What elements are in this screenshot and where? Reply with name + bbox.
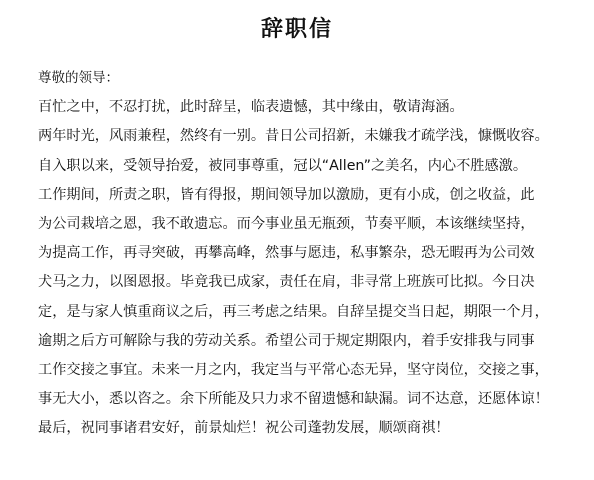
body-line-5: 为公司栽培之恩，我不敢遗忘。而今事业虽无瓶颈，节奏平顺，本该继续坚持，	[38, 215, 535, 232]
body-line-8: 定，是与家人慎重商议之后，再三考虑之结果。自辞呈提交当日起，期限一个月，	[38, 303, 549, 320]
closing-line: 最后，祝同事诸君安好，前景灿烂！祝公司蓬勃发展，顺颂商祺！	[38, 420, 450, 437]
body-line-6: 为提高工作，再寻突破，再攀高峰，然事与愿违，私事繁杂，恐无暇再为公司效	[38, 245, 535, 262]
body-line-1: 百忙之中，不忍打扰，此时辞呈，临表遗憾，其中缘由，敬请海涵。	[38, 99, 464, 116]
body-line-3: 自入职以来，受领导抬爱，被同事尊重，冠以“Allen”之美名，内心不胜感激。	[38, 157, 528, 174]
body-line-4: 工作期间，所责之职，皆有得报，期间领导加以激励，更有小成，创之收益，此	[38, 186, 535, 203]
body-line-2: 两年时光，风雨兼程，然终有一别。昔日公司招新，未嫌我才疏学浅，慷慨收容。	[38, 128, 549, 145]
document-title: 辞职信	[260, 16, 333, 42]
letter-body	[38, 64, 586, 443]
body-line-9: 逾期之后方可解除与我的劳动关系。希望公司于规定期限内，着手安排我与同事	[38, 332, 535, 349]
body-line-11: 事无大小，悉以咨之。余下所能及只力求不留遗憾和缺漏。词不达意，还愿体谅！	[38, 391, 549, 408]
body-line-7: 犬马之力，以图恩报。毕竟我已成家，责任在肩，非寻常上班族可比拟。今日决	[38, 274, 535, 291]
salutation-line: 尊敬的领导：	[38, 70, 119, 86]
body-line-10: 工作交接之事宜。未来一月之内，我定当与平常心态无异，坚守岗位，交接之事，	[38, 361, 549, 378]
